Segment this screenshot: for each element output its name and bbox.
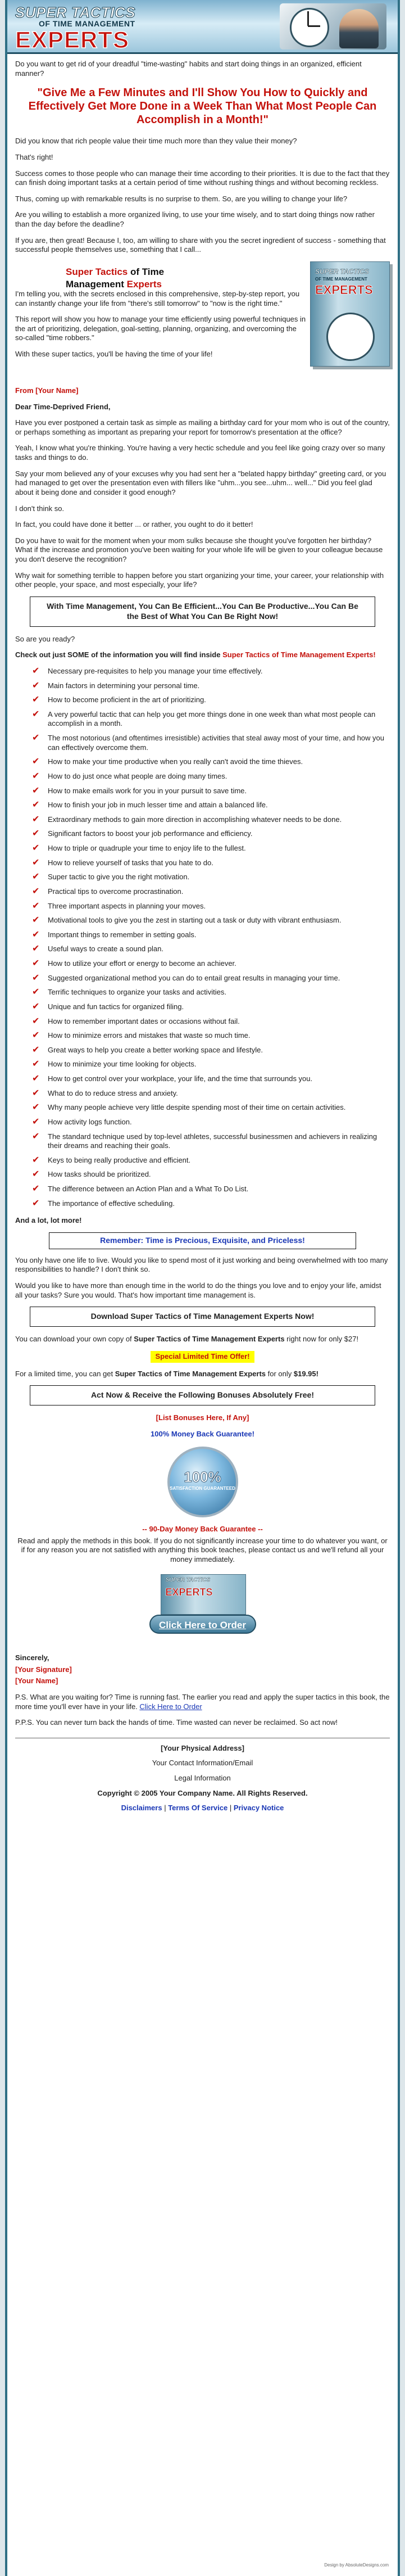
signature: [Your Signature] xyxy=(15,1665,72,1674)
list-item: ✔ How tasks should be prioritized. xyxy=(32,1170,390,1179)
paragraph: Thus, coming up with remarkable results is no surprise to them. So, are you willing to change your life? xyxy=(15,194,348,203)
paragraph: Do you have to wait for the moment when your mom sulks because she thought you've forgotten her birthday? What if the increase and promotion you've been waiting for your whole life will be given to your colleague because you don't deserve the recognition? xyxy=(15,536,383,563)
checkmark-icon: ✔ xyxy=(32,1155,40,1165)
paragraph: Are you willing to establish a more organized living, to use your time wisely, and to start doing things now rather than the day before the deadline? xyxy=(15,210,375,228)
list-item: ✔ Super tactic to give you the right motivation. xyxy=(32,873,390,882)
footer-contact: Your Contact Information/Email xyxy=(152,1759,253,1768)
design-credit[interactable]: Design by AbsoluteDesigns.com xyxy=(324,2562,389,2568)
checkmark-icon: ✔ xyxy=(32,857,40,867)
checkmark-icon: ✔ xyxy=(32,709,40,719)
list-item: ✔ Extraordinary methods to gain more direction in accomplishing whatever needs to be done. xyxy=(32,815,390,825)
special-offer-badge: Special Limited Time Offer! xyxy=(151,1351,254,1363)
from-line: From [Your Name] xyxy=(15,386,79,395)
list-item: ✔ Unique and fun tactics for organized filing. xyxy=(32,1002,390,1012)
paragraph: If you are, then great! Because I, too, am willing to share with you the secret ingredient of success - something that successful people themselves use, something that I call... xyxy=(15,236,386,254)
order-link[interactable]: Click Here to Order xyxy=(139,1702,202,1711)
checkmark-icon: ✔ xyxy=(32,1031,40,1041)
checkmark-icon: ✔ xyxy=(32,987,40,997)
checkmark-icon: ✔ xyxy=(32,680,40,690)
checkout-heading: Check out just SOME of the information you will find inside Super Tactics of Time Management Experts! xyxy=(15,650,376,659)
list-item: ✔ How to relieve yourself of tasks that you hate to do. xyxy=(32,858,390,868)
paragraph: Success comes to those people who can manage their time according to their priorities. It is due to the fact that they can finish doing important tasks at a certain period of time without rushing things and without becoming reckless. xyxy=(15,169,390,187)
list-item: ✔ How activity logs function. xyxy=(32,1118,390,1127)
list-item: ✔ Practical tips to overcome procrastination. xyxy=(32,887,390,897)
paragraph: I don't think so. xyxy=(15,504,65,513)
checkmark-icon: ✔ xyxy=(32,886,40,896)
callout-box-download: Download Super Tactics of Time Management Experts Now! xyxy=(30,1307,375,1327)
page xyxy=(5,0,400,2576)
list-item: ✔ Motivational tools to give you the zest in starting out a task or duty with vibrant enthusiasm. xyxy=(32,916,390,925)
checkmark-icon: ✔ xyxy=(32,929,40,939)
checkmark-icon: ✔ xyxy=(32,829,40,839)
list-item: ✔ How to finish your job in much lesser time and attain a balanced life. xyxy=(32,801,390,810)
paragraph: Would you like to have more than enough time in the world to do the things you love and to enjoy your life, amidst all your tasks? Sure you would. That's how important time management is. xyxy=(15,1281,381,1299)
list-item: ✔ How to become proficient in the art of prioritizing. xyxy=(32,695,390,705)
list-item: ✔ What to do to reduce stress and anxiety. xyxy=(32,1089,390,1099)
list-item: ✔ Suggested organizational method you can do to entail great results in managing your time. xyxy=(32,974,390,983)
list-item: ✔ Necessary pre-requisites to help you manage your time effectively. xyxy=(32,667,390,676)
guarantee-heading: -- 90-Day Money Back Guarantee -- xyxy=(142,1524,263,1533)
list-item: ✔ The most notorious (and oftentimes irresistible) activities that steal away most of your time, and how you can effectively overcome them. xyxy=(32,733,384,752)
and-more-text: And a lot, lot more! xyxy=(15,1216,82,1225)
list-item: ✔ Main factors in determining your personal time. xyxy=(32,681,390,691)
footer-address: [Your Physical Address] xyxy=(161,1743,244,1752)
list-item: ✔ Three important aspects in planning your moves. xyxy=(32,902,390,911)
footer-legal: Legal Information xyxy=(174,1774,231,1783)
checkmark-icon: ✔ xyxy=(32,872,40,882)
header-title-line3: EXPERTS xyxy=(15,26,130,53)
list-item: ✔ Useful ways to create a sound plan. xyxy=(32,944,390,954)
list-item: ✔ How to make your time productive when you really can't avoid the time thieves. xyxy=(32,757,390,767)
list-item: ✔ Significant factors to boost your job performance and efficiency. xyxy=(32,829,390,839)
signature-name: [Your Name] xyxy=(15,1676,58,1685)
ready-text: So are you ready? xyxy=(15,634,75,643)
checkmark-icon: ✔ xyxy=(32,733,40,743)
sincerely: Sincerely, xyxy=(15,1653,49,1662)
product-section xyxy=(15,261,390,386)
product-description xyxy=(15,290,307,366)
headline: "Give Me a Few Minutes and I'll Show You How to Quickly and Effectively Get More Done in a Week Than What Most People Can Accomplish in a Month!" xyxy=(28,87,377,126)
footer-link-privacy[interactable]: Privacy Notice xyxy=(233,1804,284,1813)
list-item: ✔ Terrific techniques to organize your tasks and activities. xyxy=(32,988,390,997)
checkmark-icon: ✔ xyxy=(32,695,40,705)
paragraph: I'm telling you, with the secrets enclosed in this comprehensive, step-by-step report, you can instantly change your life from "there's still tomorrow" to "now is the right time." xyxy=(15,289,300,308)
footer-copyright: Copyright © 2005 Your Company Name. All Rights Reserved. xyxy=(97,1788,308,1797)
ebook-cover-mini: SUPER TACTICS EXPERTS xyxy=(161,1574,246,1615)
paragraph: In fact, you could have done it better ... or rather, you ought to do it better! xyxy=(15,520,253,529)
special-offer xyxy=(15,1351,390,1363)
list-item: ✔ Important things to remember in setting goals. xyxy=(32,930,390,940)
guarantee-seal xyxy=(15,1447,390,1520)
bonuses-placeholder: [List Bonuses Here, If Any] xyxy=(156,1413,249,1422)
checkmark-icon: ✔ xyxy=(32,1102,40,1113)
footer xyxy=(15,1744,390,1813)
paragraph: This report will show you how to manage your time efficiently using powerful techniques in the art of prioritizing, delegation, goal-setting, planning, organizing, and overcoming the so-called "time robbers." xyxy=(15,315,306,342)
checkmark-icon: ✔ xyxy=(32,1074,40,1084)
guarantee-text: Read and apply the methods in this book. If you do not significantly increase your time to do whatever you want, or if for any reason you are not satisfied with anything this book teaches, please contact us and we'll refund all your money immediately. xyxy=(17,1536,388,1563)
checkmark-icon: ✔ xyxy=(32,800,40,810)
list-item: ✔ Great ways to help you create a better working space and lifestyle. xyxy=(32,1046,390,1055)
salutation: Dear Time-Deprived Friend, xyxy=(15,402,111,411)
order-section xyxy=(15,1574,390,1650)
list-item: ✔ How to get control over your workplace, your life, and the time that surrounds you. xyxy=(32,1074,390,1084)
header-banner xyxy=(7,0,398,54)
intro-text: Do you want to get rid of your dreadful "time-wasting" habits and start doing things in an organized, efficient manner? xyxy=(15,60,362,78)
paragraph: You only have one life to live. Would you like to spend most of it just working and being overwhelmed with too many responsibilities to handle? I don't think so. xyxy=(15,1255,388,1274)
checkmark-icon: ✔ xyxy=(32,771,40,781)
callout-box-time-precious: Remember: Time is Precious, Exquisite, and Priceless! xyxy=(49,1232,356,1249)
footer-link-disclaimers[interactable]: Disclaimers xyxy=(121,1804,162,1813)
order-now-button[interactable]: Click Here to Order Now! xyxy=(149,1615,256,1634)
satisfaction-seal-icon: 100% SATISFACTION GUARANTEED xyxy=(167,1447,238,1517)
checkmark-icon: ✔ xyxy=(32,1059,40,1069)
header-clock-image xyxy=(280,3,386,49)
header-title-line2: OF TIME MANAGEMENT xyxy=(39,19,135,28)
list-item: ✔ How to remember important dates or occasions without fail. xyxy=(32,1017,390,1027)
main-content xyxy=(7,60,398,1813)
callout-box-efficient: With Time Management, You Can Be Efficient...You Can Be Productive...You Can Be the Best of What You Can Be Right Now! xyxy=(30,596,375,627)
header-title-line1: SUPER TACTICS xyxy=(15,4,136,21)
list-item: ✔ How to minimize errors and mistakes that waste so much time. xyxy=(32,1031,390,1041)
checkmark-icon: ✔ xyxy=(32,1016,40,1026)
paragraph: Why wait for something terrible to happen before you start organizing your time, your career, your relationship with other people, your space, and most especially, your life? xyxy=(15,571,384,589)
checkmark-icon: ✔ xyxy=(32,1131,40,1141)
list-item: ✔ Why many people achieve very little despite spending most of their time on certain activities. xyxy=(32,1103,390,1113)
list-item: ✔ How to minimize your time looking for objects. xyxy=(32,1060,390,1069)
order-image[interactable] xyxy=(149,1574,256,1650)
checkmark-icon: ✔ xyxy=(32,814,40,824)
checkmark-icon: ✔ xyxy=(32,1088,40,1098)
list-item: ✔ A very powerful tactic that can help you get more things done in one week than what most people can accomplish in a month. xyxy=(32,709,376,728)
businessman-image xyxy=(339,9,379,48)
checkmark-icon: ✔ xyxy=(32,757,40,767)
list-item: ✔ How to do just once what people are doing many times. xyxy=(32,772,390,781)
checkmark-icon: ✔ xyxy=(32,915,40,925)
checkmark-icon: ✔ xyxy=(32,901,40,911)
paragraph: Say your mom believed any of your excuses why you had sent her a "belated happy birthday" greeting card, or you had managed to get over the presentation even with fillers like "uhm...you see...uhm... well..." Did you feel glad about it being done and consider it good enough? xyxy=(15,469,386,496)
list-item: ✔ How to make emails work for you in your pursuit to save time. xyxy=(32,787,390,796)
clock-icon xyxy=(326,313,375,361)
list-item: ✔ How to utilize your effort or energy to become an achiever. xyxy=(32,959,390,969)
checkmark-icon: ✔ xyxy=(32,666,40,676)
ps-text: P.S. What are you waiting for? Time is running fast. The earlier you read and apply the super tactics in this book, the more time you'll ever have in your life. Click Here to Order xyxy=(15,1692,390,1711)
paragraph: That's right! xyxy=(15,152,53,161)
benefits-checklist xyxy=(15,667,390,1208)
checkmark-icon: ✔ xyxy=(32,1184,40,1194)
price-text: You can download your own copy of Super Tactics of Time Management Experts right now for only $27! xyxy=(15,1335,359,1344)
list-item: ✔ The standard technique used by top-level athletes, successful businessmen and achievers in realizing their dreams and reaching their goals. xyxy=(32,1131,377,1150)
paragraph: Yeah, I know what you're thinking. You're having a very hectic schedule and you feel like going crazy over so many tasks and things to do. xyxy=(15,444,385,462)
paragraph: Did you know that rich people value their time much more than they value their money? xyxy=(15,137,297,146)
callout-box-bonuses: Act Now & Receive the Following Bonuses Absolutely Free! xyxy=(30,1385,375,1405)
product-title: Super Tactics of Time Management Experts xyxy=(66,266,165,290)
checkmark-icon: ✔ xyxy=(32,959,40,969)
list-item: ✔ The importance of effective scheduling. xyxy=(32,1199,390,1209)
ebook-cover-image: SUPER TACTICS OF TIME MANAGEMENT EXPERTS xyxy=(310,261,390,367)
pps-text: P.P.S. You can never turn back the hands of time. Time wasted can never be reclaimed. So act now! xyxy=(15,1718,338,1727)
list-item: ✔ How to triple or quadruple your time to enjoy life to the fullest. xyxy=(32,844,390,853)
list-item: ✔ Keys to being really productive and efficient. xyxy=(32,1156,390,1165)
clock-icon xyxy=(290,8,329,47)
checkmark-icon: ✔ xyxy=(32,1169,40,1179)
paragraph: Have you ever postponed a certain task as simple as mailing a birthday card for your mom who is out of the country, or perhaps something as important as preparing your report for tomorrow's presentation at the office? xyxy=(15,418,390,436)
checkmark-icon: ✔ xyxy=(32,944,40,954)
checkmark-icon: ✔ xyxy=(32,973,40,983)
checkmark-icon: ✔ xyxy=(32,785,40,796)
checkmark-icon: ✔ xyxy=(32,1117,40,1127)
checkmark-icon: ✔ xyxy=(32,843,40,853)
money-back-heading: 100% Money Back Guarantee! xyxy=(151,1429,254,1438)
checkmark-icon: ✔ xyxy=(32,1001,40,1011)
footer-link-terms[interactable]: Terms Of Service xyxy=(168,1804,228,1813)
checkmark-icon: ✔ xyxy=(32,1045,40,1055)
paragraph: With these super tactics, you'll be having the time of your life! xyxy=(15,350,213,358)
checkmark-icon: ✔ xyxy=(32,1198,40,1208)
sale-price-text: For a limited time, you can get Super Tactics of Time Management Experts for only $19.95! xyxy=(15,1369,318,1378)
footer-links: Disclaimers | Terms Of Service | Privacy Notice xyxy=(121,1804,284,1813)
list-item: ✔ The difference between an Action Plan and a What To Do List. xyxy=(32,1185,390,1194)
